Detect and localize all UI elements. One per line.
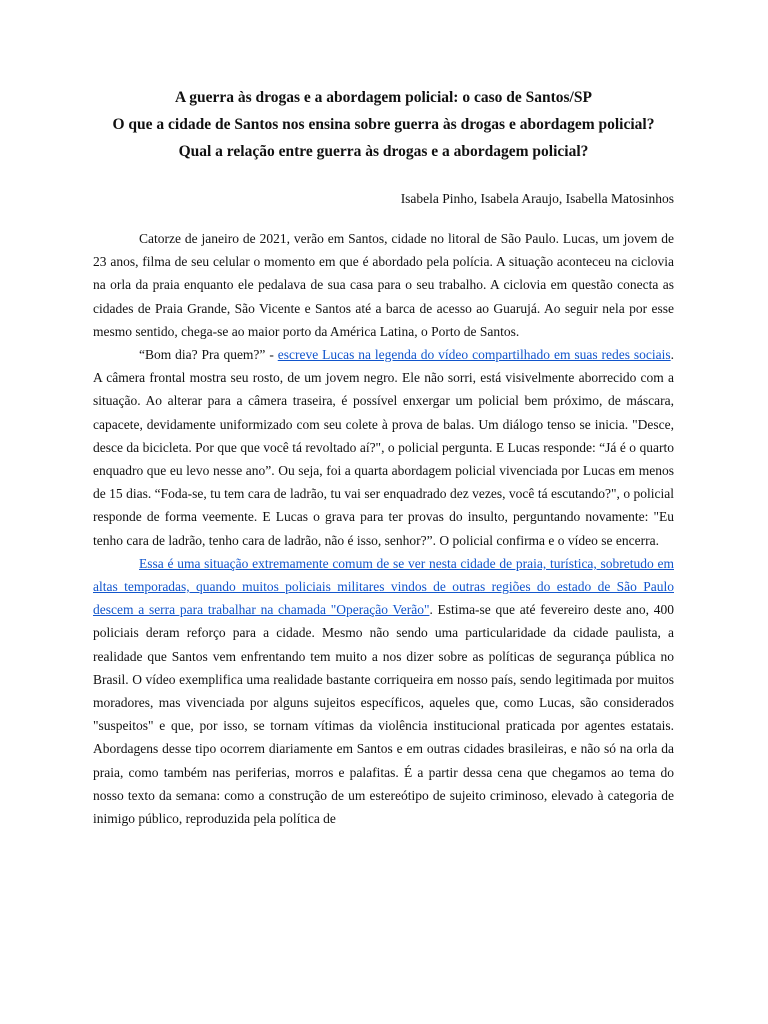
subtitle-question-2: Qual a relação entre guerra às drogas e a abordagem policial? (178, 143, 589, 160)
video-caption-link[interactable]: escreve Lucas na legenda do vídeo compartilhado em suas redes sociais (277, 347, 671, 363)
paragraph-2-lead: “Bom dia? Pra quem?” - (139, 347, 278, 363)
subtitle-question-1: O que a cidade de Santos nos ensina sobre guerra às drogas e abordagem policial? (112, 116, 655, 133)
title-block (93, 84, 674, 165)
article-body (93, 227, 674, 830)
main-title: A guerra às drogas e a abordagem policial: o caso de Santos/SP (175, 89, 592, 106)
authors-line: Isabela Pinho, Isabela Araujo, Isabella Matosinhos (400, 191, 674, 206)
paragraph-3 (93, 552, 674, 830)
paragraph-3-text: . Estima-se que até fevereiro deste ano, 400 policiais deram reforço para a cidade. Mesmo não sendo uma particularidade da cidade paulista, a realidade que Santos vem enfrentando tem muito a nos dizer sobre as políticas de segurança pública no Brasil. O vídeo exemplifica uma realidade bastante corriqueira em nosso país, sendo legitimada por muitos moradores, mas vivenciada por alguns sujeitos específicos, aqueles que, como Lucas, são considerados "suspeitos" e que, por isso, se tornam vítimas da violência institucional praticada por agentes estatais. Abordagens desse tipo ocorrem diariamente em Santos e em outras cidades brasileiras, e não só na orla da praia, como também nas periferias, morros e palafitas. É a partir dessa cena que chegamos ao tema do nosso texto da semana: como a construção de um estereótipo de sujeito criminoso, elevado à categoria de inimigo público, reproduzida pela política de (93, 602, 674, 827)
paragraph-1: Catorze de janeiro de 2021, verão em Santos, cidade no litoral de São Paulo. Lucas, um jovem de 23 anos, filma de seu celular o momento em que é abordado pela polícia. A situação aconteceu na ciclovia na orla da praia enquanto ele pedalava de sua casa para o seu trabalho. A ciclovia em questão conecta as cidades de Praia Grande, São Vicente e Santos até a barca de acesso ao Guarujá. Ao seguir nela por esse mesmo sentido, chega-se ao maior porto da América Latina, o Porto de Santos. (93, 231, 674, 339)
paragraph-2 (93, 343, 674, 552)
document-page (93, 84, 674, 830)
operacao-verao-link[interactable]: Essa é uma situação extremamente comum de se ver nesta cidade de praia, turística, sobretudo em altas temporadas, quando muitos policiais militares vindos de outras regiões do estado de São Paulo descem a serra para trabalhar na chamada "Operação Verão" (93, 555, 674, 618)
paragraph-2-text: . A câmera frontal mostra seu rosto, de um jovem negro. Ele não sorri, está visivelmente aborrecido com a situação. Ao alterar para a câmera traseira, é possível enxergar um policial bem próximo, de máscara, capacete, devidamente uniformizado com seu colete à prova de balas. Um diálogo tenso se inicia. "Desce, desce da bicicleta. Por que que você tá revoltado aí?", o policial pergunta. E Lucas responde: “Já é o quarto enquadro que eu levo nesse ano”. Ou seja, foi a quarta abordagem policial vivenciada por Lucas em menos de 15 dias. “Foda-se, tu tem cara de ladrão, tu vai ser enquadrado dez vezes, você tá escutando?", o policial responde de forma veemente. E Lucas o grava para ter provas do insulto, perguntando novamente: "Eu tenho cara de ladrão, tenho cara de ladrão, não é isso, senhor?”. O policial confirma e o vídeo se encerra. (93, 347, 675, 548)
